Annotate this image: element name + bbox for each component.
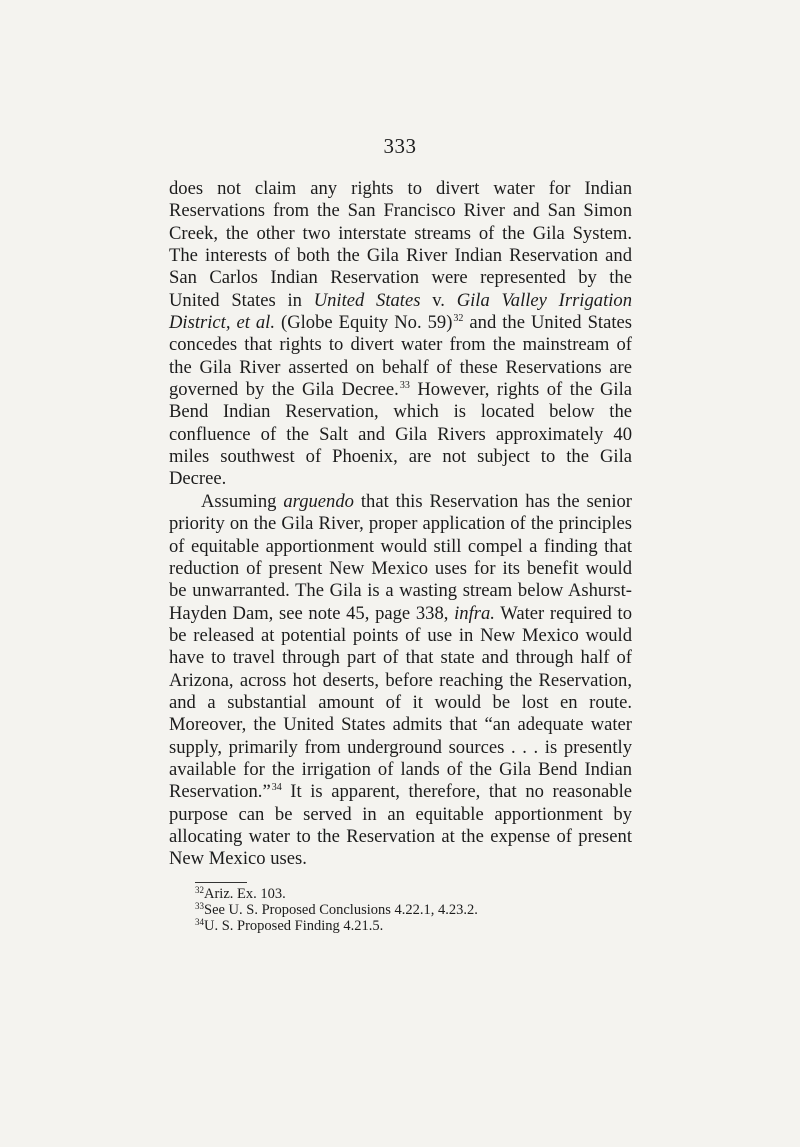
case-name-united-states: United States [313, 289, 421, 311]
footnote-mark: 33 [195, 901, 204, 911]
versus-text: v. [420, 289, 457, 311]
paragraph-1-text-a: does not claim any rights to divert water for Indian Reservations from the San Francisco River and San Simon Creek, the other two interstate streams of the Gila System. The interests of both the Gila River Indian Reservation and San Carlos Indian Reservation were represented by the United States in [169, 178, 632, 311]
footnote-mark: 32 [195, 885, 204, 895]
footnote-text: Ariz. Ex. 103. [204, 886, 286, 902]
paragraph-1 [169, 178, 632, 491]
arguendo-term: arguendo [283, 490, 354, 512]
case-name-gila-valley: Gila Valley Irrigation District, et al. [169, 289, 632, 334]
footnote-33 [195, 902, 635, 918]
footnote-mark: 34 [195, 917, 204, 927]
paragraph-1-text-c: and the United States concedes that rights to divert water from the mainstream of the Gila River asserted on behalf of these Reservations are governed by the Gila Decree. [169, 312, 633, 401]
page-number: 333 [383, 134, 417, 158]
paragraph-2-text-d: It is apparent, therefore, that no reasonable purpose can be served in an equitable apportionment by allocating water to the Reservation at the expense of present New Mexico uses. [169, 781, 632, 870]
footnotes [195, 886, 635, 934]
infra-term: infra. [454, 602, 495, 624]
footnote-divider [195, 882, 247, 883]
paragraph-2-text-a: Assuming [201, 490, 284, 512]
paragraph-2-text-c: Water required to be released at potential points of use in New Mexico would have to travel through part of that state and through half of Arizona, across hot deserts, before reaching the Reservation, and a substantial amount of it would be lost en route. Moreover, the United States admits that “an adequate water supply, primarily from underground sources . . . is presently available for the irrigation of lands of the Gila Bend Indian Reservation.” [169, 602, 632, 803]
footnote-ref-34: 34 [271, 782, 282, 794]
footnote-text: U. S. Proposed Finding 4.21.5. [204, 918, 384, 934]
paragraph-2 [169, 491, 632, 871]
footnote-ref-33: 33 [399, 380, 410, 392]
footnote-34 [195, 918, 635, 934]
footnote-text: See U. S. Proposed Conclusions 4.22.1, 4.23.2. [204, 902, 478, 918]
paragraph-1-text-b: (Globe Equity No. 59) [275, 312, 453, 334]
paragraph-1-text-d: However, rights of the Gila Bend Indian Reservation, which is located below the confluence of the Salt and Gila Rivers approximately 40 miles southwest of Phoenix, are not subject to the Gila Decree. [169, 379, 632, 490]
paragraph-2-text-b: that this Reservation has the senior priority on the Gila River, proper application of the principles of equitable apportionment would still compel a finding that reduction of present New Mexico uses for its benefit would be unwarranted. The Gila is a wasting stream below Ashurst-Hayden Dam, see note 45, page 338, [169, 490, 633, 624]
footnote-ref-32: 32 [453, 313, 464, 325]
footnote-32 [195, 886, 635, 902]
body-text [169, 178, 632, 871]
